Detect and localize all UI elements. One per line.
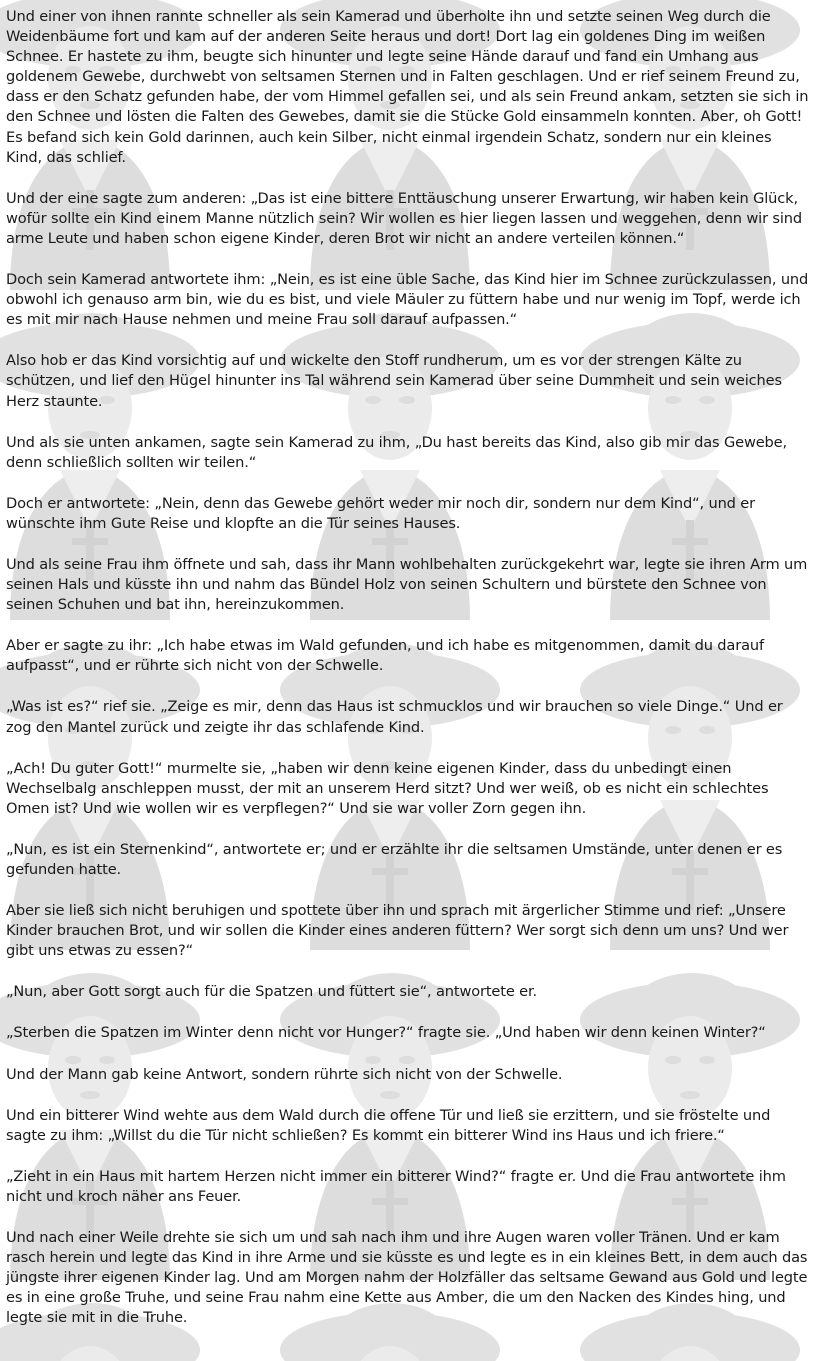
paragraph: Und der Mann gab keine Antwort, sondern rührte sich nicht von der Schwelle. bbox=[6, 1065, 563, 1083]
paragraph: Und als seine Frau ihm öffnete und sah, dass ihr Mann wohlbehalten zurückgekehrt war, legte sie ihren Arm um seinen Hals und küsste ihn und nahm das Bündel Holz von seinen Schultern und bürstete den Schnee von seinen Schuhen und bat ihn, hereinzukommen. bbox=[6, 555, 808, 614]
paragraph: Und ein bitterer Wind wehte aus dem Wald durch die offene Tür und ließ sie erzittern, und sie fröstelte und sagte zu ihm: „Willst du die Tür nicht schließen? Es kommt ein bitterer Wind ins Haus und ich friere.“ bbox=[6, 1106, 771, 1144]
paragraph: „Nun, es ist ein Sternenkind“, antwortete er; und er erzählte ihr die seltsamen Umstände, unter denen er es gefunden hatte. bbox=[6, 840, 783, 878]
paragraph: Doch er antwortete: „Nein, denn das Gewebe gehört weder mir noch dir, sondern nur dem Kind“, und er wünschte ihm Gute Reise und klopfte an die Tür seines Hauses. bbox=[6, 494, 755, 532]
paragraph: „Was ist es?“ rief sie. „Zeige es mir, denn das Haus ist schmucklos und wir brauchen so viele Dinge.“ Und er zog den Mantel zurück und zeigte ihr das schlafende Kind. bbox=[6, 698, 783, 736]
paragraph: Also hob er das Kind vorsichtig auf und wickelte den Stoff rundherum, um es vor der strengen Kälte zu schützen, und lief den Hügel hinunter ins Tal während sein Kamerad über seine Dummheit und sein weiches Herz staunte. bbox=[6, 352, 782, 410]
paragraph: Aber er sagte zu ihr: „Ich habe etwas im Wald gefunden, und ich habe es mitgenommen, damit du darauf aufpasst“, und er rührte sich nicht von der Schwelle. bbox=[6, 637, 764, 675]
paragraph: Und der eine sagte zum anderen: „Das ist eine bittere Enttäuschung unserer Erwartung, wir haben kein Glück, wofür sollte ein Kind einem Manne nützlich sein? Wir wollen es hier liegen lassen und weggehen, denn wir sind arme Leute und haben schon eigene Kinder, deren Brot wir nicht an andere verteilen können.“ bbox=[6, 189, 802, 247]
paragraph: Und einer von ihnen rannte schneller als sein Kamerad und überholte ihn und setzte seinen Weg durch die Weidenbäume fort und kam auf der anderen Seite heraus und dort! Dort lag ein goldenes Ding im weißen Schnee. Er hastete zu ihm, beugte sich hinunter und legte seine Hände darauf und fand ein Umhang aus goldenem Gewebe, durchwebt von seltsamen Sternen und in Falten geschlagen. Und er rief seinem Freund zu, dass er den Schatz gefunden habe, der vom Himmel gefallen sei, und als sein Freund ankam, setzten sie sich in den Schnee und lösten die Falten des Gewebes, damit sie die Stücke Gold einsammeln konnten. Aber, oh Gott! Es befand sich kein Gold darinnen, auch kein Silber, nicht einmal irgendein Schatz, sondern nur ein kleines Kind, das schlief. bbox=[6, 8, 809, 166]
paragraph: Aber sie ließ sich nicht beruhigen und spottete über ihn und sprach mit ärgerlicher Stimme und rief: „Unsere Kinder brauchen Brot, und wir sollen die Kinder eines anderen füttern? Wer sorgt sich denn um uns? Und wer gibt uns etwas zu essen?“ bbox=[6, 902, 789, 960]
paragraph: „Zieht in ein Haus mit hartem Herzen nicht immer ein bitterer Wind?“ fragte er. Und die Frau antwortete ihm nicht und kroch näher ans Feuer. bbox=[6, 1167, 786, 1205]
paragraph: „Ach! Du guter Gott!“ murmelte sie, „haben wir denn keine eigenen Kinder, dass du unbedingt einen Wechselbalg anschleppen musst, der mit an unserem Herd sitzt? Und wer weiß, ob es nicht ein schlechtes Omen ist? Und wie wollen wir es verpflegen?“ Und sie war voller Zorn gegen ihn. bbox=[6, 759, 769, 817]
paragraph: Doch sein Kamerad antwortete ihm: „Nein, es ist eine üble Sache, das Kind hier im Schnee zurückzulassen, und obwohl ich genauso arm bin, wie du es bist, und viele Mäuler zu füttern habe und nur wenig im Topf, werde ich es mit mir nach Hause nehmen und meine Frau soll darauf aufpassen.“ bbox=[6, 271, 809, 329]
paragraph: Und nach einer Weile drehte sie sich um und sah nach ihm und ihre Augen waren voller Tränen. Und er kam rasch herein und legte das Kind in ihre Arme und sie küsste es und legte es in ein kleines Bett, in dem auch das jüngste ihrer eigenen Kinder lag. Und am Morgen nahm der Holzfäller das seltsame Gewand aus Gold und legte es in eine große Truhe, und seine Frau nahm eine Kette aus Amber, die um den Nacken des Kindes hing, und legte sie mit in die Truhe. bbox=[6, 1229, 808, 1327]
paragraph: „Sterben die Spatzen im Winter denn nicht vor Hunger?“ fragte sie. „Und haben wir denn keinen Winter?“ bbox=[6, 1024, 766, 1042]
paragraph: „Nun, aber Gott sorgt auch für die Spatzen und füttert sie“, antwortete er. bbox=[6, 983, 537, 1001]
paragraph: Und als sie unten ankamen, sagte sein Kamerad zu ihm, „Du hast bereits das Kind, also gib mir das Gewebe, denn schließlich sollten wir teilen.“ bbox=[6, 433, 787, 471]
